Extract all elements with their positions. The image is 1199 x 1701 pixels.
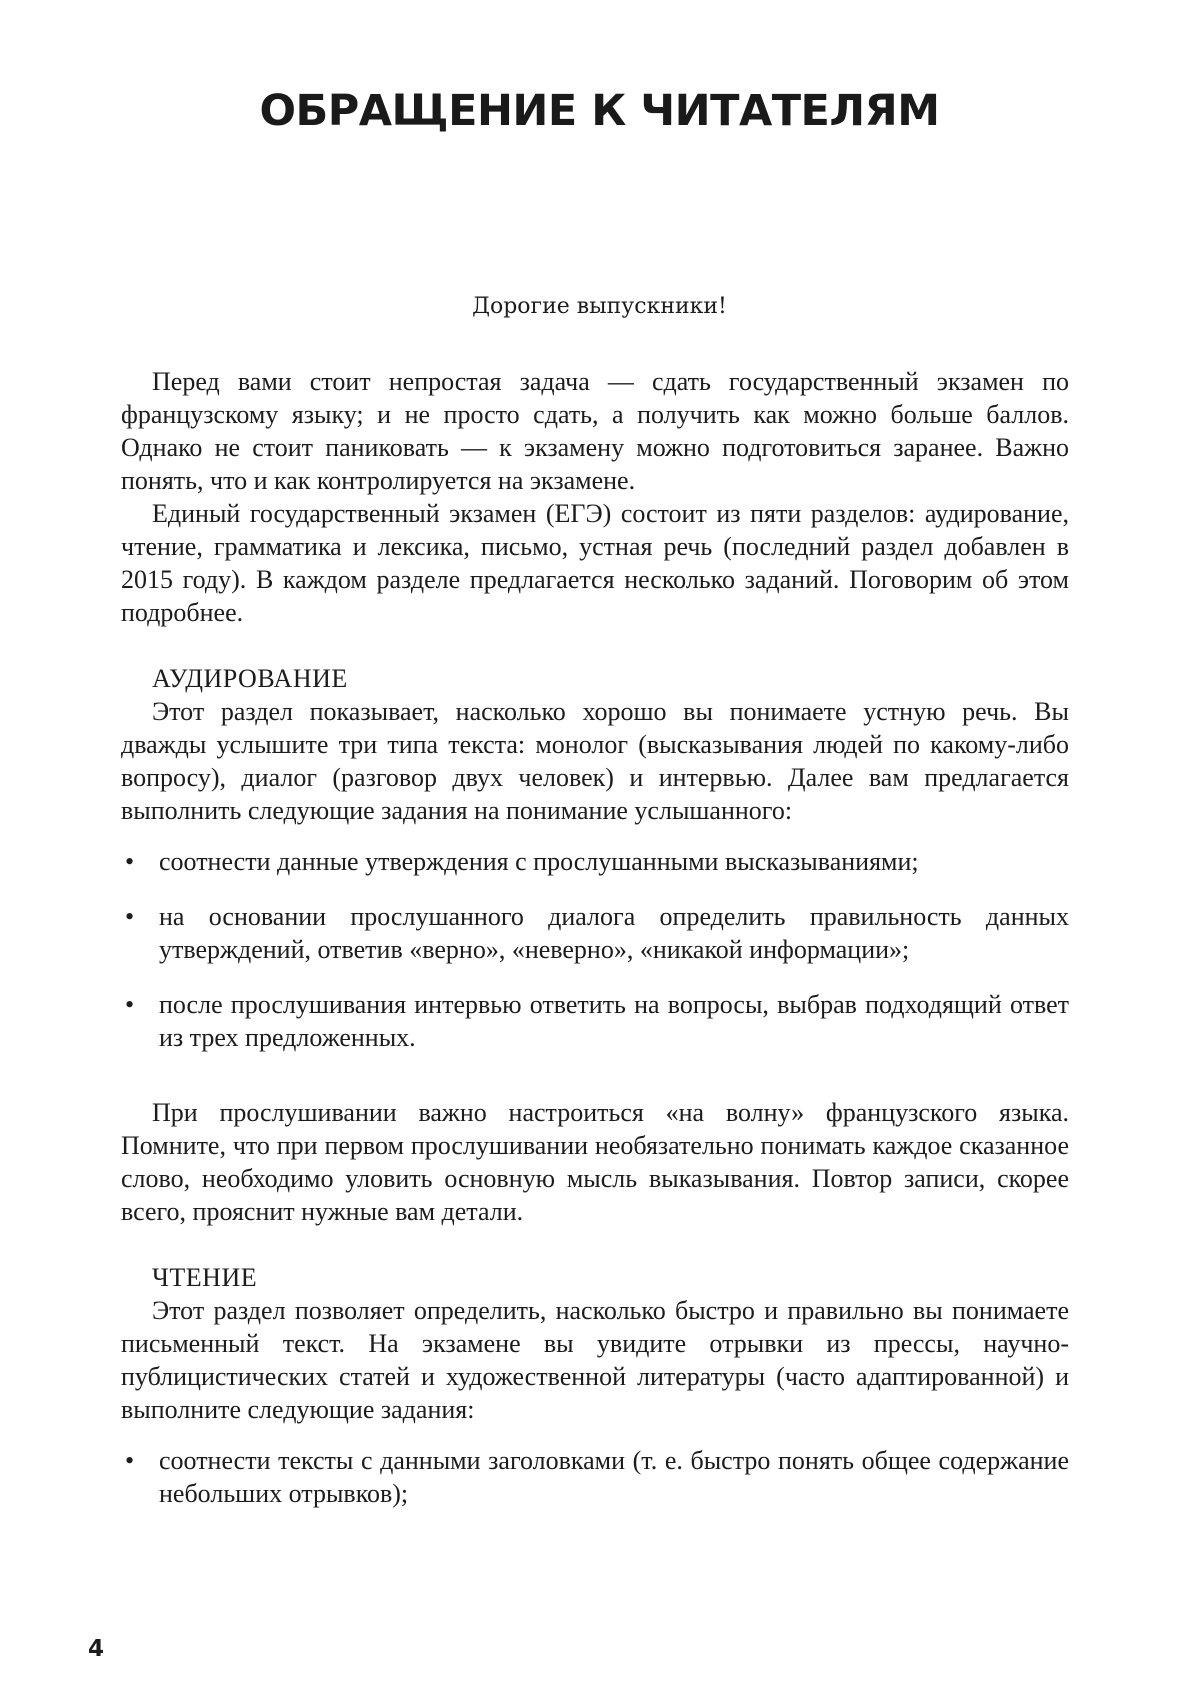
list-item-text: соотнести данные утверждения с прослушанными высказываниями;: [159, 847, 919, 876]
reading-intro: Этот раздел позволяет определить, насколько быстро и правильно вы понимаете письменный текст. На экзамене вы увидите отрывки из прессы, научно-публицистических статей и художественной литературы (часто адаптированной) и выполните следующие задания:: [121, 1296, 1069, 1424]
list-item-text: после прослушивания интервью ответить на вопросы, выбрав подходящий ответ из трех предложенных.: [159, 990, 1069, 1052]
page-number: 4: [88, 1636, 105, 1662]
bullet-icon: •: [125, 990, 135, 1019]
section-heading-reading: ЧТЕНИЕ: [152, 1263, 258, 1292]
listening-outro: При прослушивании важно настроиться «на волну» французского языка. Помните, что при первом прослушивании необязательно понимать каждое сказанное слово, необходимо уловить основную мысль выказывания. Повтор записи, скорее всего, прояснит нужные вам детали.: [121, 1098, 1069, 1226]
list-item: [121, 845, 1069, 878]
greeting: Дорогие выпускники!: [472, 294, 727, 319]
list-item: [121, 900, 1069, 966]
intro-paragraph: Единый государственный экзамен (ЕГЭ) состоит из пяти разделов: аудирование, чтение, грамматика и лексика, письмо, устная речь (последний раздел добавлен в 2015 году). В каждом разделе предлагается несколько заданий. Поговорим об этом подробнее.: [121, 499, 1069, 627]
page-title: ОБРАЩЕНИЕ К ЧИТАТЕЛЯМ: [259, 86, 940, 136]
reading-task-list: [121, 1444, 1069, 1510]
list-item: [121, 988, 1069, 1054]
list-item-text: на основании прослушанного диалога определить правильность данных утверждений, ответив «верно», «неверно», «никакой информации»;: [159, 902, 1069, 964]
list-item-text: соотнести тексты с данными заголовками (т. е. быстро понять общее содержание небольших отрывков);: [159, 1446, 1069, 1508]
bullet-icon: •: [125, 847, 135, 876]
bullet-icon: •: [125, 902, 135, 931]
bullet-icon: •: [125, 1446, 135, 1475]
listening-intro: Этот раздел показывает, насколько хорошо вы понимаете устную речь. Вы дважды услышите три типа текста: монолог (высказывания людей по какому-либо вопросу), диалог (разговор двух человек) и интервью. Далее вам предлагается выполнить следующие задания на понимание услышанного:: [121, 697, 1069, 825]
main-text: [121, 365, 1069, 1532]
list-item: [121, 1444, 1069, 1510]
intro-paragraph: Перед вами стоит непростая задача — сдать государственный экзамен по французскому языку; и не просто сдать, а получить как можно больше баллов. Однако не стоит паниковать — к экзамену можно подготовиться заранее. Важно понять, что и как контролируется на экзамене.: [121, 367, 1069, 495]
listening-task-list: [121, 845, 1069, 1054]
section-heading-listening: АУДИРОВАНИЕ: [152, 664, 348, 693]
